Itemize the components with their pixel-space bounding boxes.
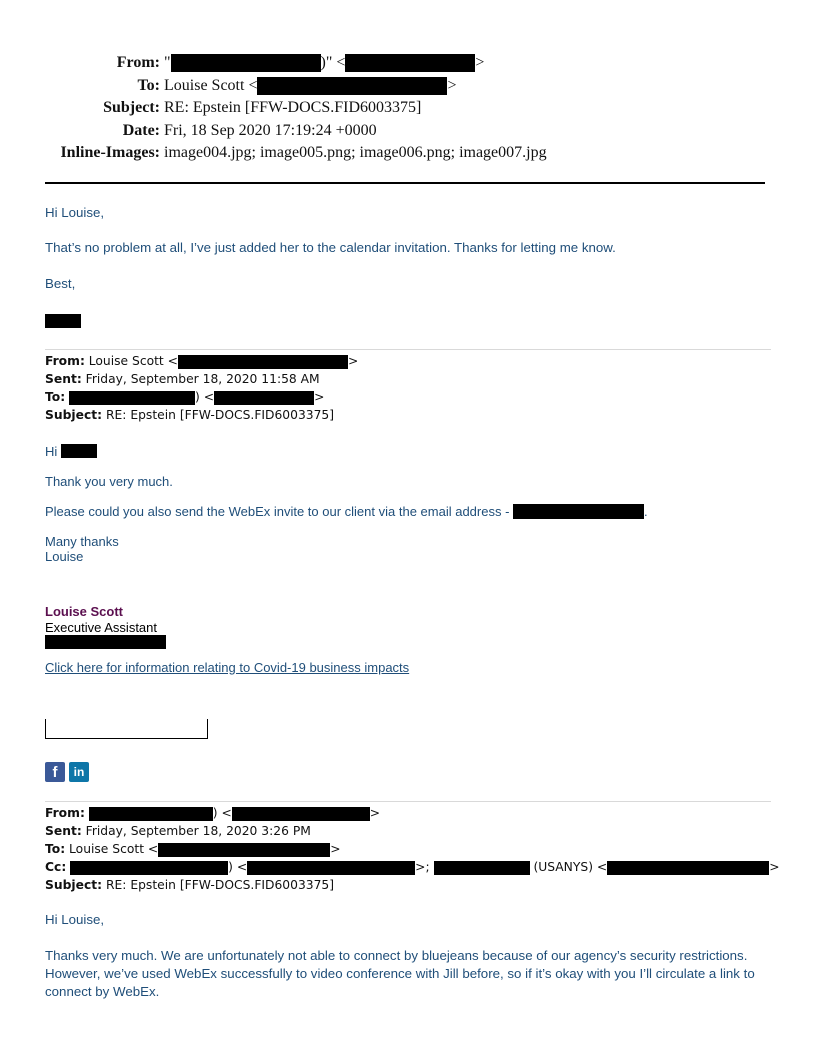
redaction-block: [247, 861, 415, 875]
redaction-block: [69, 391, 195, 405]
subject-label: Subject:: [103, 99, 160, 116]
inline-images-label: Inline-Images:: [60, 144, 160, 161]
date-label: Date:: [122, 121, 160, 139]
msg2-from-row: From: Louise Scott < >: [45, 354, 359, 368]
msg3-body-line1: Thanks very much. We are unfortunately not able to connect by bluejeans because of our agency’s security restrictions.: [45, 948, 748, 963]
redaction-block: [257, 77, 447, 95]
msg3-to-row: To: Louise Scott < >: [45, 842, 341, 856]
inline-images-value: image004.jpg; image005.png; image006.png; image007.jpg: [164, 144, 547, 161]
msg3-cc-row: Cc: ) < >; (USANYS) < >: [45, 860, 780, 874]
reply1-signature-redaction: [45, 314, 81, 328]
linkedin-icon[interactable]: in: [69, 762, 89, 782]
redaction-block: [607, 861, 769, 875]
msg2-close2: Louise: [45, 549, 84, 564]
msg3-from-row: From: ) < >: [45, 806, 381, 820]
header-to-row: [0, 75, 816, 98]
redaction-block: [171, 54, 321, 72]
msg3-body-line3: connect by WebEx.: [45, 984, 160, 999]
msg2-line2: Please could you also send the WebEx invite to our client via the email address - .: [45, 504, 648, 519]
signature-redaction: [45, 635, 166, 649]
msg3-body-line2: However, we’ve used WebEx successfully to video conference with Jill before, so if it’s okay with you I’ll circulate a link to: [45, 966, 755, 981]
message-separator: [45, 349, 771, 350]
signature-image-placeholder: [45, 719, 208, 739]
header-inline-images-row: [0, 142, 816, 165]
redaction-block: [214, 391, 314, 405]
msg2-greeting: Hi: [45, 444, 97, 459]
date-value: Fri, 18 Sep 2020 17:19:24 +0000: [164, 121, 377, 139]
msg2-to-row: To: ) < >: [45, 390, 325, 404]
msg2-sent-row: Sent: Friday, September 18, 2020 11:58 AM: [45, 372, 320, 386]
to-label: To:: [137, 76, 160, 94]
redaction-block: [513, 504, 644, 519]
email-header: [0, 52, 816, 165]
header-subject-row: [0, 97, 816, 120]
redaction-block: [89, 807, 213, 821]
redaction-block: [158, 843, 330, 857]
redaction-block: [178, 355, 348, 369]
from-value: " )" < >: [164, 54, 485, 71]
redaction-block: [434, 861, 530, 875]
msg3-subject-row: Subject: RE: Epstein [FFW-DOCS.FID6003375]: [45, 878, 335, 892]
signature-name: Louise Scott: [45, 604, 124, 619]
message-separator: [45, 801, 771, 802]
to-value: Louise Scott < >: [164, 76, 457, 94]
msg3-sent-row: Sent: Friday, September 18, 2020 3:26 PM: [45, 824, 311, 838]
header-from-row: [0, 52, 816, 75]
redaction-block: [232, 807, 370, 821]
facebook-icon[interactable]: f: [45, 762, 65, 782]
from-label: From:: [116, 54, 160, 71]
header-date-row: [0, 120, 816, 143]
msg2-close1: Many thanks: [45, 534, 119, 549]
redaction-block: [70, 861, 228, 875]
header-divider: [45, 182, 765, 184]
reply1-signoff: Best,: [45, 276, 76, 291]
redaction-block: [61, 444, 97, 458]
reply1-body: That’s no problem at all, I’ve just added her to the calendar invitation. Thanks for letting me know.: [45, 240, 616, 255]
signature-title: Executive Assistant: [45, 620, 157, 635]
covid-info-link[interactable]: Click here for information relating to Covid-19 business impacts: [45, 660, 410, 675]
msg2-line1: Thank you very much.: [45, 474, 173, 489]
subject-value: RE: Epstein [FFW-DOCS.FID6003375]: [164, 99, 422, 116]
msg3-greeting: Hi Louise,: [45, 912, 105, 927]
reply1-greeting: Hi Louise,: [45, 205, 105, 220]
msg2-subject-row: Subject: RE: Epstein [FFW-DOCS.FID6003375]: [45, 408, 335, 422]
redaction-block: [345, 54, 475, 72]
